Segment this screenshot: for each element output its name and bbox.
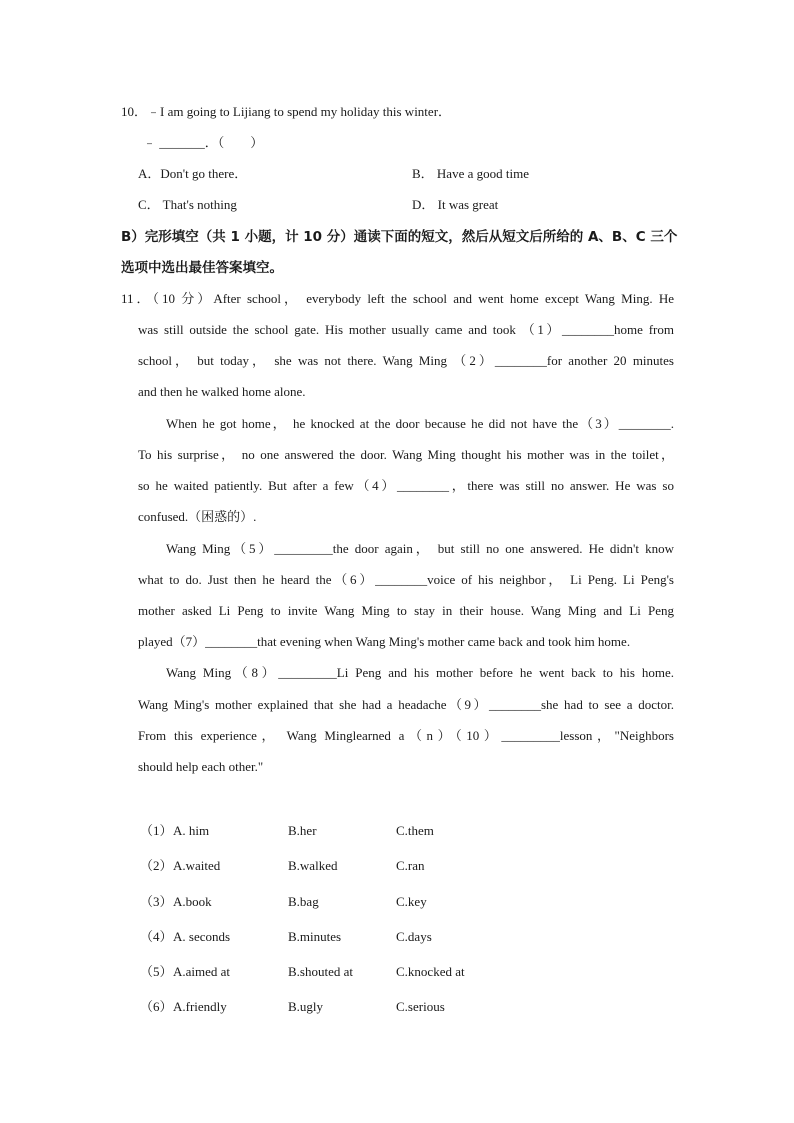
passage-line: When he got home， he knocked at the door because he did not have the（3）________. bbox=[166, 416, 674, 431]
choice-a: A. him bbox=[173, 823, 210, 838]
passage-line: Wang Ming's mother explained that she had a headache（9）________she had to see a doctor. bbox=[138, 697, 674, 712]
choice-b: B.her bbox=[288, 823, 317, 838]
passage-line: confused.（困惑的）. bbox=[138, 509, 257, 524]
q10-option-c: C． That's nothing bbox=[138, 197, 237, 212]
choice-number: （6） bbox=[140, 999, 173, 1014]
choice-c: C.serious bbox=[396, 999, 445, 1014]
passage-line: To his surprise， no one answered the door. Wang Ming thought his mother was in the toilet， bbox=[138, 447, 674, 462]
passage-line: 11．（10 分）After school， everybody left the school and went home except Wang Ming. He bbox=[121, 291, 674, 306]
choice-b: B.minutes bbox=[288, 929, 342, 944]
choice-number: （5） bbox=[140, 964, 173, 979]
passage-line: played（7）________that evening when Wang Ming's mother came back and took him home. bbox=[138, 634, 631, 649]
choice-b: B.ugly bbox=[288, 999, 324, 1014]
choice-c: C.them bbox=[396, 823, 434, 838]
q10-option-a: A．Don't go there． bbox=[138, 166, 248, 181]
passage-line: and then he walked home alone. bbox=[138, 384, 306, 399]
choice-c: C.ran bbox=[396, 858, 425, 873]
section-b-heading-line2: 选项中选出最佳答案填空。 bbox=[121, 260, 283, 276]
passage-line: so he waited patiently. But after a few（4）________，there was still no answer. He was so bbox=[138, 478, 674, 493]
choice-a: A.waited bbox=[173, 858, 221, 873]
passage-line: From this experience， Wang Minglearned a（n）（10）_________lesson，"Neighbors bbox=[138, 728, 674, 743]
choice-c: C.days bbox=[396, 929, 432, 944]
section-b-heading-line1: B）完形填空（共 1 小题，计 10 分）通读下面的短文，然后从短文后所给的 A、B、C 三个 bbox=[121, 229, 678, 245]
choice-a: A.friendly bbox=[173, 999, 227, 1014]
passage-line: what to do. Just then he heard the（6）________voice of his neighbor， Li Peng. Li Peng's bbox=[138, 572, 674, 587]
choice-b: B.bag bbox=[288, 894, 319, 909]
choice-a: A.aimed at bbox=[173, 964, 231, 979]
q10-reply: ﹣ _______．（ ） bbox=[143, 135, 264, 150]
choice-number: （3） bbox=[140, 894, 173, 909]
q10-option-d: D． It was great bbox=[412, 197, 499, 212]
choice-b: B.shouted at bbox=[288, 964, 353, 979]
q10-stem: 10．﹣I am going to Lijiang to spend my holiday this winter． bbox=[121, 104, 452, 119]
choice-c: C.key bbox=[396, 894, 427, 909]
passage-line: was still outside the school gate. His mother usually came and took （1）________home from bbox=[138, 322, 674, 337]
choice-b: B.walked bbox=[288, 858, 338, 873]
choice-number: （2） bbox=[140, 858, 173, 873]
choice-a: A. seconds bbox=[173, 929, 231, 944]
passage-line: school， but today， she was not there. Wang Ming （2）________for another 20 minutes bbox=[138, 353, 674, 368]
choice-a: A.book bbox=[173, 894, 212, 909]
choice-c: C.knocked at bbox=[396, 964, 465, 979]
q10-option-b: B． Have a good time bbox=[412, 166, 529, 181]
passage-line: Wang Ming（5）_________the door again， but still no one answered. He didn't know bbox=[166, 541, 674, 556]
passage-line: mother asked Li Peng to invite Wang Ming to stay in their house. Wang Ming and Li Peng bbox=[138, 603, 674, 618]
choice-number: （1） bbox=[140, 823, 173, 838]
passage-line: should help each other." bbox=[138, 759, 264, 774]
choice-number: （4） bbox=[140, 929, 173, 944]
passage-line: Wang Ming（8）_________Li Peng and his mother before he went back to his home. bbox=[166, 665, 674, 680]
